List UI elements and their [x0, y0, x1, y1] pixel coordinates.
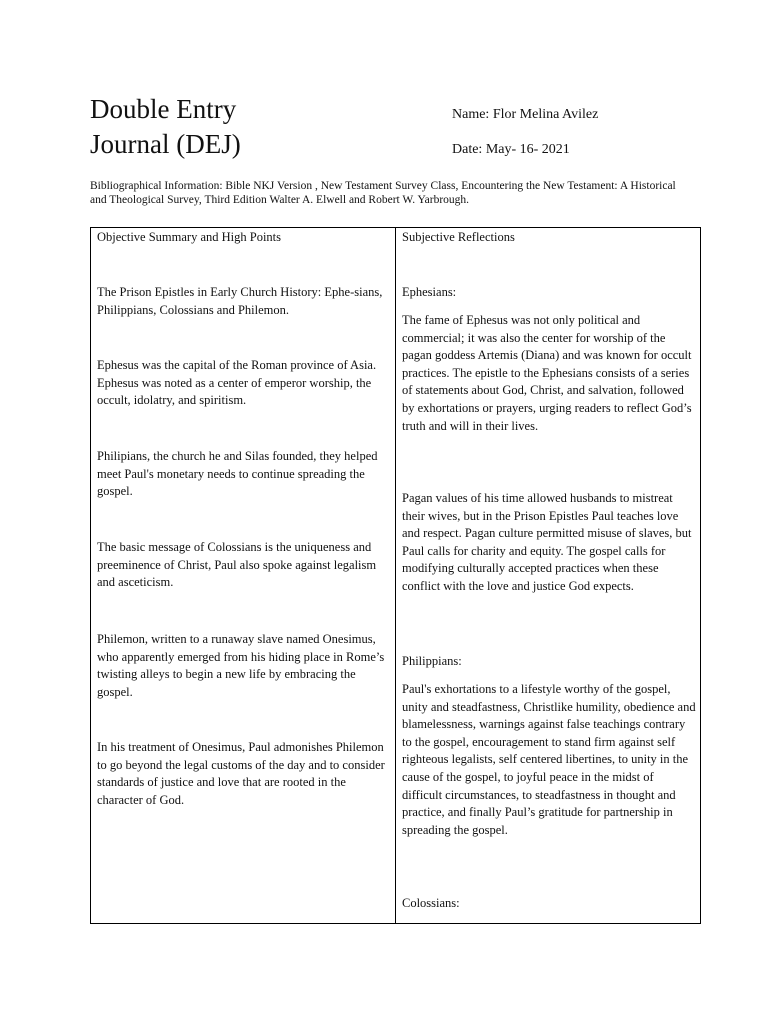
column-divider: [395, 228, 396, 923]
objective-summary-header: Objective Summary and High Points: [97, 230, 282, 244]
left-entry-philemon: Philemon, written to a runaway slave named Onesimus, who apparently emerged from his hiding place in Rome’s twisting alleys to begin a new life by embracing the gospel.: [97, 632, 385, 699]
journal-title-line-2: Journal (DEJ): [90, 129, 241, 159]
right-entry-pagan-values: Pagan values of his time allowed husbands to mistreat their wives, but in the Prison Epistles Paul teaches love and respect. Pagan culture permitted misuse of slaves, but Paul calls for charity and equity. The gospel calls for modifying culturally accepted practices when these conflict with the love and justice God expects.: [402, 491, 692, 593]
bibliographical-information: Bibliographical Information: Bible NKJ Version , New Testament Survey Class, Encountering the New Testament: A Historical and Theological Survey, Third Edition Walter A. Elwell and Robert W. Yarbrough.: [90, 180, 676, 206]
subjective-reflections-column: [402, 228, 696, 923]
student-name: Name: Flor Melina Avilez: [452, 107, 599, 122]
left-entry-philippians: Philipians, the church he and Silas founded, they helped meet Paul's monetary needs to continue spreading the gospel.: [97, 449, 378, 499]
left-entry-ephesus: Ephesus was the capital of the Roman province of Asia. Ephesus was noted as a center of emperor worship, the occult, idolatry, and spiritism.: [97, 358, 377, 408]
right-entry-paul-exhortations: Paul's exhortations to a lifestyle worthy of the gospel, unity and steadfastness, Christlike humility, obedience and blamelessness, warnings against false teachings contrary to the gospel, encouragement to stand firm against self righteous legalists, self centered libertines, to unity in the cause of the gospel, to joyful peace in the midst of difficult circumstances, to steadfastness in thought and practice, and finally Paul’s gratitude for partnership in spreading the gospel.: [402, 682, 696, 837]
right-heading-philippians: Philippians:: [402, 654, 462, 668]
right-entry-ephesus-fame: The fame of Ephesus was not only political and commercial; it was also the center for worship of the pagan goddess Artemis (Diana) and was known for occult practices. The epistle to the Ephesians consists of a series of statements about God, Christ, and salvation, followed by exhortations or prayers, urging readers to reflect God’s truth and will in their lives.: [402, 313, 692, 433]
journal-title-line-1: Double Entry: [90, 94, 237, 124]
journal-title: [90, 92, 241, 162]
journal-date: Date: May- 16- 2021: [452, 142, 570, 157]
right-heading-ephesians: Ephesians:: [402, 285, 457, 299]
left-entry-colossians: The basic message of Colossians is the uniqueness and preeminence of Christ, Paul also spoke against legalism and asceticism.: [97, 540, 377, 590]
subjective-reflections-header: Subjective Reflections: [402, 230, 515, 244]
left-entry-prison-epistles: The Prison Epistles in Early Church History: Ephe-sians, Philippians, Colossians and Philemon.: [97, 285, 383, 317]
journal-table: [90, 227, 701, 924]
left-entry-onesimus: In his treatment of Onesimus, Paul admonishes Philemon to go beyond the legal customs of the day and to consider standards of justice and love that are rooted in the character of God.: [97, 740, 385, 807]
right-heading-colossians: Colossians:: [402, 896, 460, 910]
objective-summary-column: [97, 228, 385, 923]
